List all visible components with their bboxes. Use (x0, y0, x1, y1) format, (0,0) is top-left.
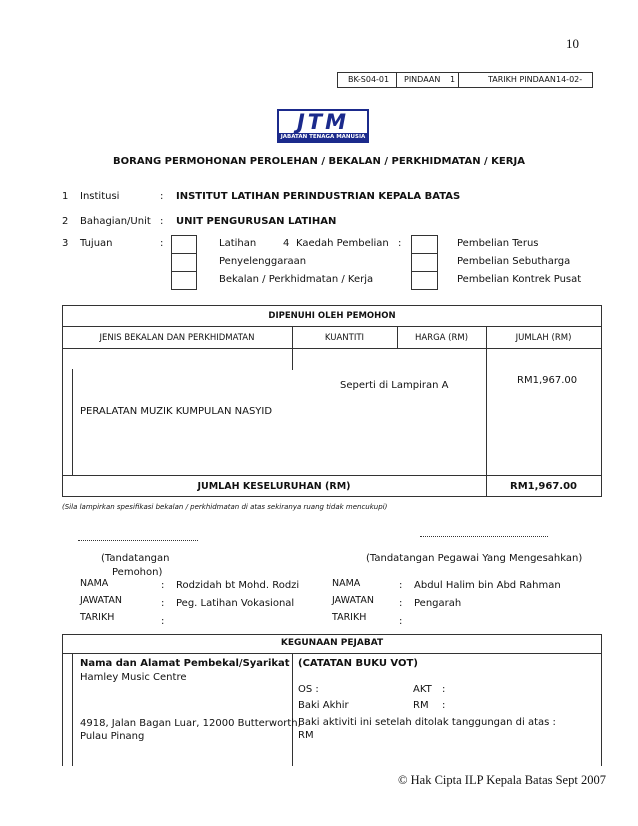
checkbox-latihan[interactable] (171, 235, 197, 254)
doc-code: BK-S04-01 (348, 75, 390, 84)
sig-right-nama-value: Abdul Halim bin Abd Rahman (414, 580, 561, 591)
field-label-bahagian: Bahagian/Unit (80, 216, 151, 227)
baki-aktiviti-label: Baki aktiviti ini setelah ditolak tanggungan di atas : (298, 717, 556, 728)
field-num-2: 2 (62, 216, 69, 227)
sig-left-colon: : (161, 580, 165, 591)
office-use-table (62, 634, 602, 766)
col-jenis-bekalan: JENIS BEKALAN DAN PERKHIDMATAN (99, 333, 255, 343)
field-label-tujuan: Tujuan (80, 238, 113, 249)
sig-right-colon: : (399, 616, 403, 627)
item-note: Seperti di Lampiran A (340, 380, 449, 391)
sig-left-jawatan-value: Peg. Latihan Vokasional (176, 598, 295, 609)
checkbox-pembelian-sebutharga[interactable] (411, 253, 438, 272)
form-title: BORANG PERMOHONAN PEROLEHAN / BEKALAN / PERKHIDMATAN / KERJA (113, 156, 525, 167)
field-value-institusi: INSTITUT LATIHAN PERINDUSTRIAN KEPALA BATAS (176, 191, 461, 202)
caption-pemohon: Pemohon) (112, 567, 163, 578)
pindaan-value: 1 (450, 75, 456, 84)
item-description: PERALATAN MUZIK KUMPULAN NASYID (80, 406, 273, 417)
pemohon-table (62, 305, 602, 497)
sig-right-colon: : (399, 580, 403, 591)
option-bekalan: Bekalan / Perkhidmatan / Kerja (219, 274, 374, 285)
checkbox-pembelian-terus[interactable] (411, 235, 438, 254)
total-label: JUMLAH KESELURUHAN (RM) (197, 481, 351, 492)
field-colon: : (398, 238, 402, 249)
jtm-logo-subtitle: JABATAN TENAGA MANUSIA (280, 134, 366, 140)
option-latihan: Latihan (219, 238, 257, 249)
akt-label: AKT (413, 684, 432, 695)
field-label-kaedah: Kaedah Pembelian (296, 238, 389, 249)
field-colon: : (160, 191, 164, 202)
col-harga: HARGA (RM) (414, 333, 469, 343)
field-colon: : (160, 216, 164, 227)
sig-right-jawatan-value: Pengarah (414, 598, 462, 609)
caption-tandatangan-pemohon: (Tandatangan (101, 553, 170, 564)
sig-right-jawatan-label: JAWATAN (332, 595, 374, 606)
akt-colon: : (442, 684, 446, 695)
tarikh-pindaan-label: TARIKH PINDAAN (488, 75, 556, 84)
field-label-institusi: Institusi (80, 191, 120, 202)
option-penyelenggaraan: Penyelenggaraan (219, 256, 307, 267)
copyright-footer: © Hak Cipta ILP Kepala Batas Sept 2007 (398, 773, 606, 787)
sig-left-colon: : (161, 616, 165, 627)
sig-left-tarikh-label: TARIKH (80, 612, 115, 623)
sig-right-tarikh-label: TARIKH (332, 612, 367, 623)
checkbox-penyelenggaraan[interactable] (171, 253, 197, 272)
baki-akhir-label: Baki Akhir (298, 700, 349, 711)
sig-right-colon: : (399, 598, 403, 609)
pindaan-label: PINDAAN (404, 75, 441, 84)
rm-colon: : (442, 700, 446, 711)
sig-right-nama-label: NAMA (332, 578, 361, 589)
total-value: RM1,967.00 (510, 481, 577, 492)
vot-heading: (CATATAN BUKU VOT) (298, 658, 418, 669)
table-footnote: (Sila lampirkan spesifikasi bekalan / perkhidmatan di atas sekiranya ruang tidak mencukupi) (62, 503, 388, 511)
sig-left-jawatan-label: JAWATAN (80, 595, 122, 606)
baki-aktiviti-rm: RM (298, 730, 314, 741)
checkbox-bekalan[interactable] (171, 271, 197, 290)
pemohon-section-title: DIPENUHI OLEH PEMOHON (268, 311, 396, 321)
field-colon: : (160, 238, 164, 249)
field-value-bahagian: UNIT PENGURUSAN LATIHAN (176, 216, 337, 227)
checkbox-pembelian-kontrek[interactable] (411, 271, 438, 290)
jtm-logo-text: JTM (296, 110, 350, 134)
supplier-heading: Nama dan Alamat Pembekal/Syarikat (80, 658, 290, 669)
os-label: OS : (298, 684, 319, 695)
tarikh-pindaan-value: 14-02- (556, 75, 583, 84)
sig-left-colon: : (161, 598, 165, 609)
option-pembelian-sebutharga: Pembelian Sebutharga (457, 256, 571, 267)
field-num-4: 4 (283, 238, 290, 249)
item-amount: RM1,967.00 (517, 375, 578, 386)
supplier-address-line-2: Pulau Pinang (80, 731, 145, 742)
sig-left-nama-label: NAMA (80, 578, 109, 589)
signature-line-pegawai[interactable] (420, 536, 548, 537)
col-kuantiti: KUANTITI (324, 333, 365, 343)
page-number: 10 (566, 36, 579, 51)
option-pembelian-kontrek: Pembelian Kontrek Pusat (457, 274, 582, 285)
doc-reference-strip (337, 72, 593, 88)
jtm-logo (277, 109, 369, 143)
field-num-1: 1 (62, 191, 69, 202)
supplier-name: Hamley Music Centre (80, 672, 187, 683)
caption-tandatangan-pegawai: (Tandatangan Pegawai Yang Mengesahkan) (366, 553, 583, 564)
sig-left-nama-value: Rodzidah bt Mohd. Rodzi (176, 580, 300, 591)
supplier-address-line-1: 4918, Jalan Bagan Luar, 12000 Butterworth, (80, 718, 301, 729)
office-section-title: KEGUNAAN PEJABAT (280, 638, 384, 648)
rm-label: RM (413, 700, 429, 711)
col-jumlah: JUMLAH (RM) (515, 333, 572, 343)
field-num-3: 3 (62, 238, 69, 249)
option-pembelian-terus: Pembelian Terus (457, 238, 539, 249)
signature-line-pemohon[interactable] (78, 540, 198, 541)
